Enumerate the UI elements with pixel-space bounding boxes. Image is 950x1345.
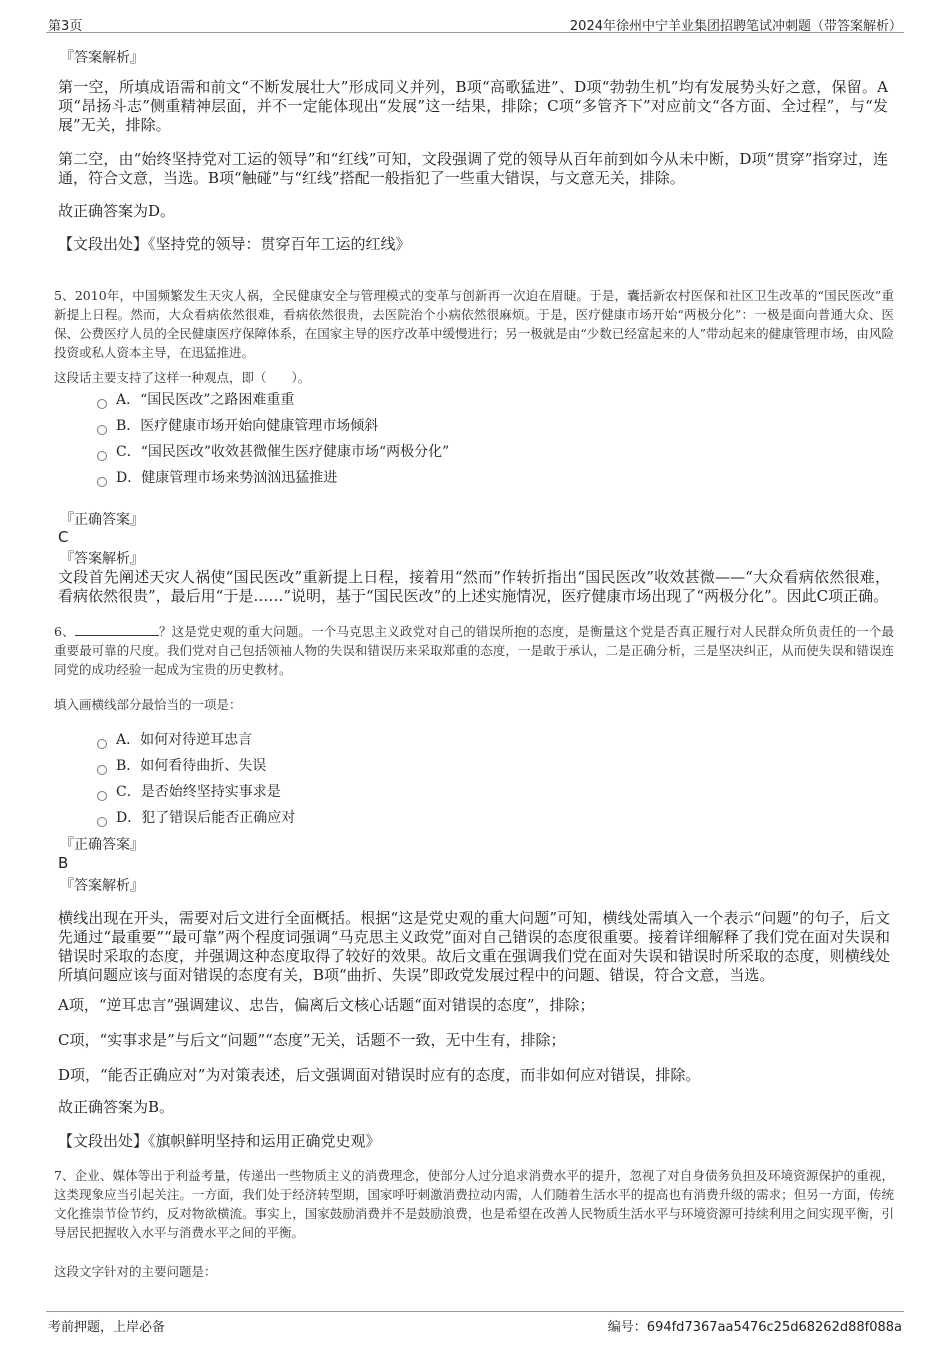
q5-stem: 5、2010年，中国频繁发生天灾人祸，全民健康安全与管理模式的变革与创新再一次迫在眉睫。于是，囊括新农村医保和社区卫生改革的“国民医改”重新提上日程。然而，大众看病依然很难，看病依然很贵，去医院治个小病依然很麻烦。于是，医疗健康市场开始“两极分化”：一极是面向普通大众、医保、公费医疗人员的全民健康医疗保障体系，在国家主导的医疗改革中缓慢进行；另一极就是由“少数已经富起来的人”带动起来的健康管理市场，由风险投资或私人资本主导，在迅猛推进。 xyxy=(54,288,894,360)
q5-analysis-label: 『答案解析』 xyxy=(60,551,144,567)
q6-option-d[interactable]: D．犯了错误后能否正确应对 xyxy=(116,810,296,826)
q6-stem-text: ？这是党史观的重大问题。一个马克思主义政党对自己的错误所抱的态度，是衡量这个党是否真正履行对人民群众所负责任的一个最重要最可靠的尺度。我们党对自己包括领袖人物的失误和错误历来采取郑重的态度，一是敢于承认，二是正确分析，三是坚决纠正，从而使失误和错误连同党的成功经验一起成为宝贵的历史教材。 xyxy=(54,624,894,677)
q6-analysis-p4: D项，“能否正确应对”为对策表述，后文强调面对错误时应有的态度，而非如何应对错误，排除。 xyxy=(58,1066,701,1084)
q6-option-a-radio[interactable] xyxy=(97,739,107,749)
page-header xyxy=(46,12,904,33)
footer-document-id: 编号：694fd7367aa5476c25d68262d88f088a xyxy=(607,1320,902,1335)
footer-slogan: 考前押题，上岸必备 xyxy=(48,1320,166,1335)
q6-analysis-label: 『答案解析』 xyxy=(60,878,144,894)
q6-prompt: 填入画横线部分最恰当的一项是： xyxy=(54,697,242,712)
q5-option-c-radio[interactable] xyxy=(97,451,107,461)
q5-option-a[interactable]: A．“国民医改”之路困难重重 xyxy=(116,392,295,408)
q5-option-b-radio[interactable] xyxy=(97,425,107,435)
q5-option-b[interactable]: B．医疗健康市场开始向健康管理市场倾斜 xyxy=(116,418,379,434)
q6-answer: B xyxy=(58,854,69,872)
q6-stem xyxy=(54,622,894,679)
q4-analysis-label: 『答案解析』 xyxy=(60,50,144,66)
q7-prompt: 这段文字针对的主要问题是： xyxy=(54,1264,217,1279)
q6-analysis-p2: A项，“逆耳忠言”强调建议、忠告，偏离后文核心话题“面对错误的态度”，排除； xyxy=(58,996,595,1014)
q5-prompt: 这段话主要支持了这样一种观点，即（ ）。 xyxy=(54,370,311,385)
q6-option-a[interactable]: A．如何对待逆耳忠言 xyxy=(116,732,253,748)
q5-option-d[interactable]: D．健康管理市场来势汹汹迅猛推进 xyxy=(116,470,338,486)
q6-option-c-radio[interactable] xyxy=(97,791,107,801)
q6-analysis-p3: C项，“实事求是”与后文“问题”“态度”无关，话题不一致，无中生有，排除； xyxy=(58,1031,566,1049)
q6-analysis-p1: 横线出现在开头，需要对后文进行全面概括。根据“这是党史观的重大问题”可知，横线处需填入一个表示“问题”的句子，后文先通过“最重要”“最可靠”两个程度词强调“马克思主义政党”面对自己错误的态度很重要。接着详细解释了我们党在面对失误和错误时采取的态度，并强调这种态度取得了较好的效果。故后文重在强调我们党在面对失误和错误时所采取的态度，则横线处所填问题应该与面对错误的态度有关，B项“曲折、失误”即政党发展过程中的问题、错误，符合文意，当选。 xyxy=(58,909,890,984)
q6-option-b[interactable]: B．如何看待曲折、失误 xyxy=(116,758,267,774)
q5-answer-label: 『正确答案』 xyxy=(60,512,144,528)
q6-option-b-radio[interactable] xyxy=(97,765,107,775)
q6-answer-label: 『正确答案』 xyxy=(60,837,144,853)
q5-option-a-radio[interactable] xyxy=(97,399,107,409)
page-footer xyxy=(46,1311,904,1336)
q6-blank xyxy=(75,623,159,636)
q6-answer-conclusion: 故正确答案为B。 xyxy=(58,1098,175,1116)
q4-source: 【文段出处】《坚持党的领导：贯穿百年工运的红线》 xyxy=(58,235,411,253)
q6-source: 【文段出处】《旗帜鲜明坚持和运用正确党史观》 xyxy=(58,1132,381,1150)
document-title: 2024年徐州中宁羊业集团招聘笔试冲刺题（带答案解析） xyxy=(569,19,902,34)
q5-analysis: 文段首先阐述天灾人祸使“国民医改”重新提上日程，接着用“然而”作转折指出“国民医改”收效甚微——“大众看病依然很难，看病依然很贵”，最后用“于是……”说明，基于“国民医改”的上述实施情况，医疗健康市场出现了“两极分化”。因此C项正确。 xyxy=(58,568,890,605)
q6-option-d-radio[interactable] xyxy=(97,817,107,827)
q5-answer: C xyxy=(58,528,69,546)
q7-stem: 7、企业、媒体等出于利益考量，传递出一些物质主义的消费理念，使部分人过分追求消费水平的提升，忽视了对自身债务负担及环境资源保护的重视，这类现象应当引起关注。一方面，我们处于经济转型期，国家呼吁刺激消费拉动内需，人们随着生活水平的提高也有消费升级的需求；但另一方面，传统文化推崇节俭节约，反对物欲横流。事实上，国家鼓励消费并不是鼓励浪费，也是希望在改善人民物质生活水平与环境资源可持续利用之间实现平衡，引导居民把握收入水平与消费水平之间的平衡。 xyxy=(54,1168,894,1240)
page-number: 第3页 xyxy=(48,19,83,34)
q4-answer-conclusion: 故正确答案为D。 xyxy=(58,202,176,220)
q5-option-d-radio[interactable] xyxy=(97,477,107,487)
q4-analysis-p1: 第一空，所填成语需和前文“不断发展壮大”形成同义并列，B项“高歌猛进”、D项“勃勃生机”均有发展势头好之意，保留。A项“昂扬斗志”侧重精神层面，并不一定能体现出“发展”这一结果，排除；C项“多管齐下”对应前文“各方面、全过程”，与“发展”无关，排除。 xyxy=(58,78,888,134)
q5-option-c[interactable]: C．“国民医改”收效甚微催生医疗健康市场“两极分化” xyxy=(116,444,450,460)
q6-option-c[interactable]: C．是否始终坚持实事求是 xyxy=(116,784,281,800)
q6-number: 6、 xyxy=(54,624,75,639)
q4-analysis-p2: 第二空，由“始终坚持党对工运的领导”和“红线”可知，文段强调了党的领导从百年前到如今从未中断，D项“贯穿”指穿过，连通，符合文意，当选。B项“触碰”与“红线”搭配一般指犯了一些重大错误，与文意无关，排除。 xyxy=(58,150,888,187)
